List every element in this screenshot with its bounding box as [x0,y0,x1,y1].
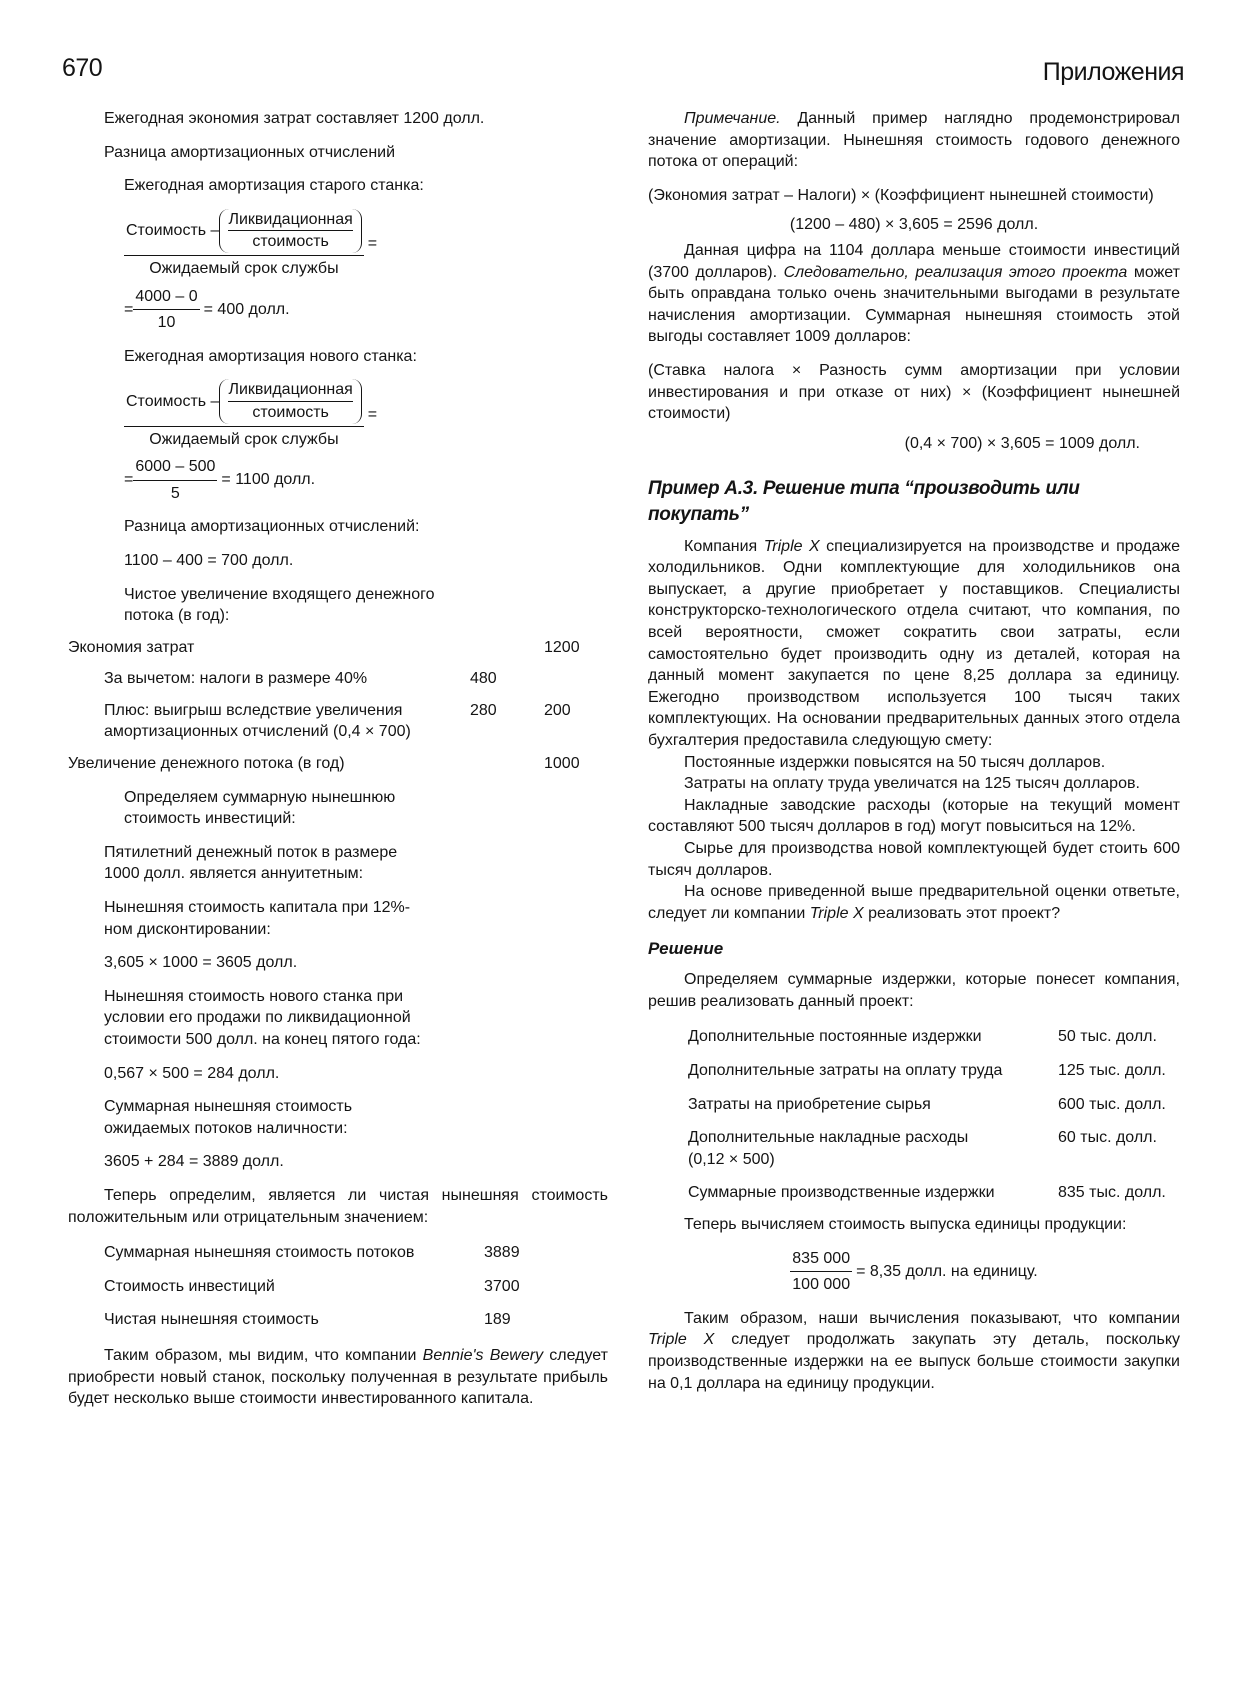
table-cell: Дополнительные постоянные издержки [688,1028,982,1046]
formula-salvage-bottom: стоимость [252,403,329,421]
paragraph [648,536,1180,752]
calculation: (0,4 × 700) × 3,605 = 1009 долл. [904,434,1140,452]
formula-result [124,456,608,504]
text-run: следует приобрести новый станок, поскольку полученная в результате прибыль будет несколько выше стоимости инвестированного капитала. [68,1346,608,1408]
unit-cost-formula [648,1248,1180,1296]
fraction [124,209,364,280]
calculation: (1200 – 480) × 3,605 = 2596 долл. [789,216,1039,234]
fraction [133,456,217,504]
estimate-item: Накладные заводские расходы (которые на текущий момент составляют 500 тысяч долларов в год) могут повыситься на 12%. [648,796,1180,836]
text-line: Разница амортизационных отчислений [104,143,396,161]
table-cell: 189 [484,1311,511,1329]
formula-denominator: Ожидаемый срок службы [149,259,339,277]
fraction-numerator: 835 000 [790,1248,852,1273]
table-cell: Чистая нынешняя стоимость [104,1311,319,1329]
formula-denominator: Ожидаемый срок службы [149,430,339,448]
equals-sign: = [367,235,378,253]
formula-new-depreciation [124,379,608,450]
fraction-denominator: 10 [157,314,176,332]
text-line: Нынешняя стоимость капитала при 12%-ном дисконтировании: [104,899,411,938]
text-line: 3605 + 284 = 3889 долл. [104,1153,284,1171]
formula-value: = 400 долл. [203,300,290,318]
text-line: Определяем суммарную нынешнюю стоимость инвестиций: [124,788,396,828]
fraction [124,379,364,450]
formula-cost: Стоимость – [126,392,220,410]
text-run: На основе приведенной выше предварительной оценки ответьте, следует ли компании [648,883,1180,922]
formula-value: = 8,35 долл. на единицу. [856,1262,1038,1280]
table-cell: Стоимость инвестиций [104,1277,275,1295]
right-column [648,108,1180,1394]
paragraph: Теперь вычисляем стоимость выпуска единицы продукции: [684,1215,1127,1233]
table-cell: 480 [470,670,497,688]
text-run: может быть оправдана только очень значительными выгодами в результате начисления амортизации. Суммарная нынешняя стоимость этой выгоды составляет 1009 долларов: [648,263,1180,346]
formula-salvage [219,209,361,253]
formula-old-depreciation [124,209,608,280]
table-cell [470,753,534,775]
text-run: Данный пример наглядно продемонстрировал значение амортизации. Нынешняя стоимость годового денежного потока от операций: [648,110,1180,171]
text-line: Ежегодная амортизация старого станка: [124,177,424,195]
table-cell: Суммарная нынешняя стоимость потоков [104,1244,415,1262]
fraction [133,286,199,334]
table-cell: Суммарные производственные издержки [688,1184,995,1202]
paragraph [648,881,1180,924]
table-cell: 200 [544,701,571,719]
text-line: Чистое увеличение входящего денежного потока (в год): [124,585,435,625]
formula-salvage-top: Ликвидационная [228,209,352,232]
paragraph [648,1308,1180,1394]
estimate-item: Затраты на оплату труда увеличатся на 125 тысяч долларов. [684,775,1140,793]
text-line: Ежегодная амортизация нового станка: [124,347,417,365]
text-line: Суммарная нынешняя стоимость ожидаемых потоков наличности: [104,1098,353,1137]
text-line: Разница амортизационных отчислений: [124,518,420,536]
text-run: Данная цифра на 1104 доллара меньше стоимости инвестиций (3700 долларов). [648,241,1180,281]
paragraph [648,240,1180,348]
table-cell: 50 тыс. долл. [1058,1028,1157,1046]
text-line: 1100 – 400 = 700 долл. [124,551,294,569]
estimate-item: Сырье для производства новой комплектующей будет стоить 600 тысяч долларов. [648,839,1180,879]
text-run: специализируется на производстве и продаже холодильников. Одни комплектующие для холодильников она выпускает, а другие приобретает у поставщиков. Специалисты конструкторско-технологического отдела считают, что компания, по всей вероятности, сможет сократить свои затраты, если самостоятельно будет производить одну из деталей, которая на данный момент закупается по цене 8,25 доллара за единицу. Ежегодно производством используется 100 тысяч таких комплектующих. На основании предварительных данных этого отдела бухгалтерия предоставила следующую смету: [648,537,1181,749]
formula-text: (Ставка налога × Разность сумм амортизации при условии инвестирования и при отказе от них) × (Коэффициент нынешней стоимости) [648,361,1180,423]
table-cell: Дополнительные накладные расходы (0,12 × 500) [688,1129,969,1168]
left-column [68,108,608,1410]
section-heading: Пример А.3. Решение типа “производить или покупать” [648,478,1080,525]
page-number: 670 [62,54,103,82]
text-run: Компания [684,537,764,555]
table-cell: Экономия затрат [68,638,195,656]
table-cell: Дополнительные затраты на оплату труда [688,1062,1003,1079]
running-header: Приложения [1042,58,1184,86]
table-cell: Плюс: выигрыш вследствие увеличения амортизационных отчислений (0,4 × 700) [104,701,411,741]
text-line: 0,567 × 500 = 284 долл. [104,1064,280,1082]
text-line: Ежегодная экономия затрат составляет 1200 долл. [104,110,485,127]
company-name: Bennie's Bewery [422,1346,544,1364]
fraction [790,1248,852,1296]
paragraph: Определяем суммарные издержки, которые понесет компания, решив реализовать данный проект: [648,971,1180,1010]
cash-flow-table [68,637,608,775]
fraction-numerator: 6000 – 500 [133,456,217,481]
formula-salvage-top: Ликвидационная [228,379,352,402]
equals-sign: = [124,471,134,489]
text-line: 3,605 × 1000 = 3605 долл. [104,954,298,972]
table-cell: Увеличение денежного потока (в год) [68,755,345,773]
paragraph [68,1345,608,1410]
table-cell: 600 тыс. долл. [1058,1095,1166,1113]
estimate-item: Постоянные издержки повысятся на 50 тысяч долларов. [684,753,1106,771]
table-cell: 60 тыс. долл. [1058,1129,1157,1147]
fraction-numerator: 4000 – 0 [133,286,199,311]
table-cell: 3700 [484,1277,520,1295]
table-cell [470,637,534,659]
equals-sign: = [367,405,378,423]
text-run-italic: Следовательно, реализация этого проекта [783,263,1128,281]
table-cell: 1000 [544,755,580,773]
table-cell [544,668,608,690]
fraction-denominator: 100 000 [792,1276,851,1294]
formula-salvage [219,379,361,423]
text-run: следует продолжать закупать эту деталь, поскольку производственные издержки на ее выпуск больше стоимости закупки на 0,1 доллара на единицу продукции. [648,1331,1181,1392]
paragraph [648,108,1180,173]
company-name: Triple X [809,904,864,922]
company-name: Triple X [763,537,820,555]
table-cell: Затраты на приобретение сырья [688,1095,931,1113]
text-run: Таким образом, наши вычисления показывают, что компании [684,1309,1180,1327]
table-cell: За вычетом: налоги в размере 40% [104,670,368,688]
table-cell: 280 [470,701,497,719]
formula-cost: Стоимость – [126,222,220,240]
fraction-denominator: 5 [170,484,180,502]
table-cell: 1200 [544,638,580,656]
solution-heading: Решение [648,939,724,959]
company-name: Triple X [648,1331,715,1349]
npv-table [104,1242,608,1331]
costs-table [688,1026,1180,1204]
formula-text: (Экономия затрат – Налоги) × (Коэффициент нынешней стоимости) [648,186,1154,204]
paragraph: Теперь определим, является ли чистая нынешняя стоимость положительным или отрицательным значением: [68,1186,608,1226]
table-cell: 835 тыс. долл. [1058,1184,1166,1202]
text-line: Нынешняя стоимость нового станка при условии его продажи по ликвидационной стоимости 500 долл. на конец пятого года: [104,987,421,1048]
formula-result [124,286,608,334]
equals-sign: = [124,300,134,318]
table-cell: 3889 [484,1244,520,1262]
table-cell: 125 тыс. долл. [1058,1062,1166,1079]
text-run: реализовать этот проект? [863,904,1061,922]
formula-salvage-bottom: стоимость [252,233,329,251]
text-line: Пятилетний денежный поток в размере 1000 долл. является аннуитетным: [104,843,398,883]
note-label: Примечание. [684,110,781,127]
formula-value: = 1100 долл. [221,471,316,489]
text-run: Таким образом, мы видим, что компании [104,1346,423,1364]
